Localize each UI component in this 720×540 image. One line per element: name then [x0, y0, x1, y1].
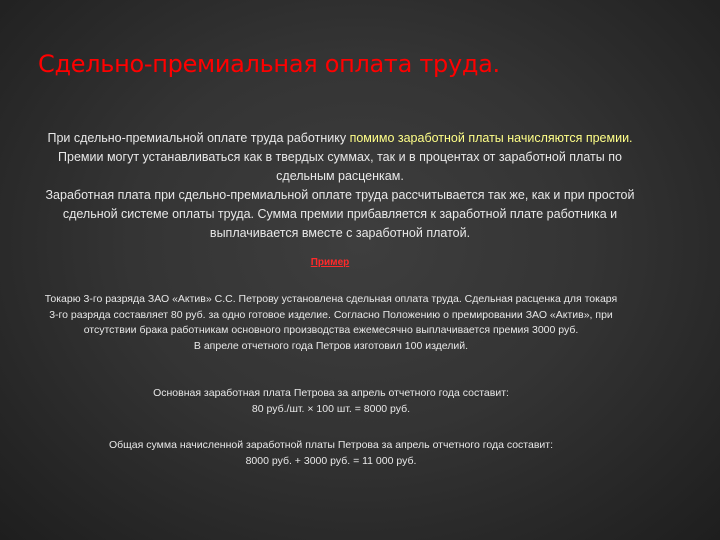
example-paragraph-2: В апреле отчетного года Петров изготовил 100 изделий.: [193, 339, 469, 352]
intro-p1-end: Премии могут устанавливаться как в твердых суммах, так и в процентах от заработной платы по сдельным расценкам.: [58, 150, 622, 183]
intro-text: [40, 129, 640, 243]
intro-p1-highlight: помимо заработной платы начисляются премии.: [349, 131, 633, 145]
example-block-1: [40, 292, 622, 354]
intro-paragraph-1: [40, 129, 640, 186]
intro-p1-start: При сдельно-премиальной оплате труда работнику: [47, 131, 350, 145]
example-paragraph-1: Токарю 3-го разряда ЗАО «Актив» С.С. Петрову установлена сдельная оплата труда. Сдельная расценка для токаря 3-го разряда составляет 80 руб. за одно готовое изделие. Согласно Положению о премировании ЗАО «Актив», при отсутствии брака работникам основного производства ежемесячно выплачивается премия 3000 руб.: [44, 293, 618, 336]
example-paragraph-3: Основная заработная плата Петрова за апрель отчетного года составит:: [153, 387, 509, 399]
example-block-3: [40, 438, 622, 469]
example-block-2: [40, 386, 622, 417]
example-calc-1: 80 руб./шт. × 100 шт. = 8000 руб.: [251, 402, 411, 415]
example-label: Пример: [310, 257, 350, 268]
example-paragraph-5: Общая сумма начисленной заработной платы Петрова за апрель отчетного года составит:: [108, 439, 553, 451]
slide-title: Сдельно-премиальная оплата труда.: [38, 50, 500, 78]
example-calc-2: 8000 руб. + 3000 руб. = 11 000 руб.: [245, 454, 417, 467]
intro-paragraph-2: Заработная плата при сдельно-премиальной оплате труда рассчитывается так же, как и при простой сдельной системе оплаты труда. Сумма премии прибавляется к заработной плате работника и выплачивается вместе с заработной платой.: [45, 188, 635, 240]
